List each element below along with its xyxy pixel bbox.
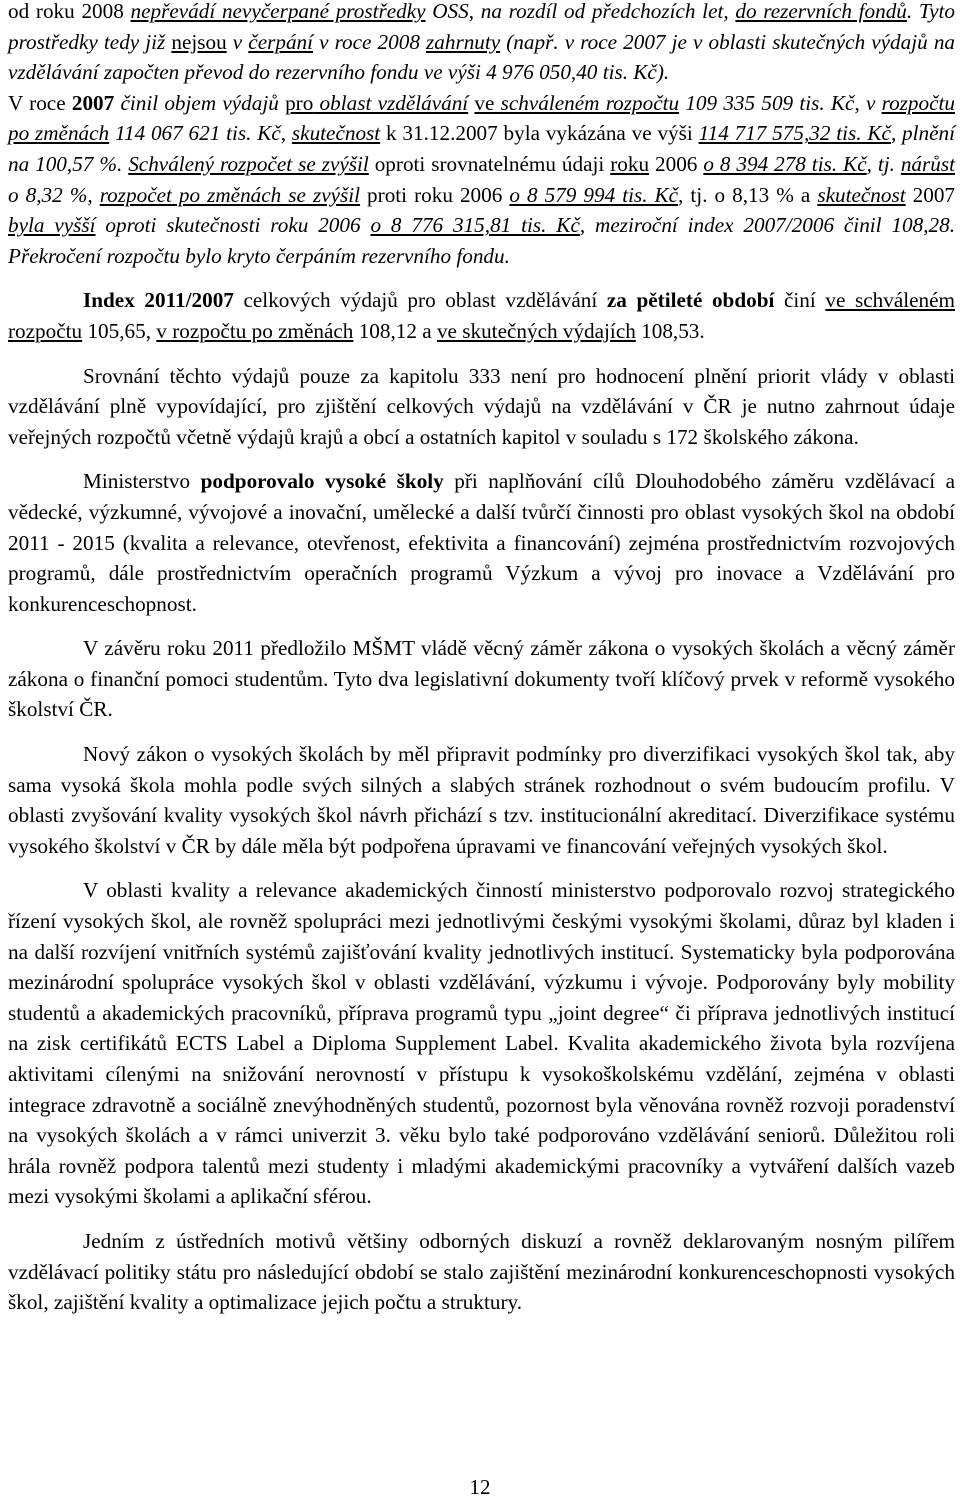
text-run: oblasti skutečných výdajů na vzdělávání započten převod do rezervního fondu ve výši 4 976 050,40 tis. Kč). — [8, 29, 956, 85]
text-run: nárůst — [900, 151, 955, 176]
paragraph-5 — [8, 466, 955, 619]
text-run: čerpání — [248, 29, 314, 54]
text-run: činí — [774, 288, 826, 313]
text-run: V závěru roku 2011 předložilo MŠMT vládě věcný záměr zákona o vysokých školách a věcný záměr zákona o finanční pomoci studentům. Tyto dva legislativní dokumenty tvoří klíčový prvek v reformě vysokého školství ČR. — [8, 636, 955, 722]
text-run: do rezervních fondů — [735, 0, 907, 23]
text-run: ve — [474, 90, 495, 115]
text-run: ve skutečných výdajích — [436, 318, 636, 343]
text-run: při naplňování cílů Dlouhodobého záměru vzdělávací a vědecké, výzkumné, vývojové a inovační, umělecké a další tvůrčí činnosti pro oblast vysokých škol na období 2011 - 2015 (kvalita a relevance, otevřenost, efektivita a financování) zejména prostřednictvím rozvojových programů, dále prostřednictvím operačních programů Výzkum a vývoj pro inovace a Vzdělávání pro konkurenceschopnost. — [8, 469, 955, 616]
paragraph-7 — [8, 739, 955, 861]
text-run: oblast vzdělávání — [313, 90, 469, 115]
text-run: 2007 — [905, 182, 956, 207]
text-run: V roce — [8, 90, 72, 115]
text-run: OSS, na rozdíl od předchozích let, — [425, 0, 736, 23]
text-run: rozpočtu po změnách — [8, 90, 955, 146]
text-run: , plnění na 100,57 %. — [8, 121, 956, 176]
text-run: v rozpočtu po změnách — [156, 318, 354, 343]
text-run: , tj. o 8,13 % a — [678, 182, 818, 207]
text-run: o 8 394 278 tis. Kč — [703, 151, 867, 176]
paragraph-3 — [8, 285, 955, 346]
text-run: v roce 2008 — [313, 29, 427, 54]
page-number: 12 — [469, 1475, 491, 1499]
text-run: V oblasti kvality a relevance akademických činností ministerstvo podporovalo rozvoj strategického řízení vysokých škol, ale rovněž spolupráci mezi jednotlivými českými vysokými školami, důraz byl kladen i na další rozvíjení vnitřních systémů zajišťování kvality jednotlivých institucí. Systematicky byla podporována mezinárodní spolupráce vysokých škol v oblasti vzdělávání, výzkumu i vývoje. Podporovány byly mobility studentů a akademických pracovníků, příprava programů typu „joint degree“ či příprava jednotlivých institucí na zisk certifikátů ECTS Label a Diploma Supplement Label. Kvalita akademického života byla rozvíjena aktivitami cílenými na snižování nerovností v přístupu k vysokoškolskému vzdělání, zejména v oblasti integrace zdravotně a sociálně znevýhodněných studentů, pozornost byla věnována rovněž rozvoji poradenství na vysokých školách a v rámci univerzit 3. věku bylo také podporováno vzdělávání seniorů. Důležitou roli hrála rovněž podpora talentů mezi studenty i mladými akademickými pracovníky a vytváření dalších vazeb mezi vysokými školami a aplikační sférou. — [8, 878, 955, 1209]
text-run: Kč — [861, 121, 891, 146]
text-run: oproti skutečnosti roku 2006 — [95, 213, 371, 238]
text-run: 114 717 575,32 tis. — [698, 121, 862, 146]
text-run: o 8 776 315,81 tis. Kč — [370, 213, 580, 238]
text-run: , tj. — [866, 151, 901, 176]
text-run: nejsou — [171, 29, 227, 54]
text-run: celkových výdajů pro oblast vzdělávání — [233, 288, 607, 313]
text-run: k 31.12.2007 byla vykázána ve výši — [380, 121, 699, 146]
text-run: podporovalo vysoké školy — [200, 469, 444, 494]
text-run: oproti srovnatelnému údaji — [368, 151, 611, 176]
text-run: činil objem výdajů — [114, 90, 286, 115]
text-run: pro — [285, 90, 314, 115]
text-run: od roku 2008 — [8, 0, 131, 23]
text-run: nepřevádí nevyčerpané prostředky — [130, 0, 426, 23]
text-run: . Tyto prostředky tedy již — [8, 0, 955, 54]
text-run: , meziroční index 2007/2006 činil 108,28. Překročení rozpočtu bylo kryto čerpáním rezervního fondu. — [8, 213, 955, 268]
text-run: Jedním z ústředních motivů většiny odborných diskuzí a rovněž deklarovaným nosným pilířem vzdělávací politiky státu pro následující období se stalo zajištění mezinárodní konkurenceschopnosti vysokých škol, zajištění kvality a optimalizace jejich počtu a struktury. — [8, 1228, 955, 1315]
paragraph-4 — [8, 361, 955, 453]
text-run: za pětileté období — [606, 288, 775, 313]
text-run: 114 067 621 tis. Kč, — [109, 121, 292, 146]
text-run: Ministerstvo — [83, 469, 201, 494]
text-run: skutečnost — [817, 182, 906, 207]
paragraph-9 — [8, 1226, 955, 1318]
text-run: 2007 — [71, 90, 115, 115]
text-run: proti roku 2006 — [360, 182, 510, 207]
text-run: zahrnuty — [426, 29, 501, 54]
document-page — [8, 0, 955, 1318]
text-run: 108,53. — [635, 318, 705, 343]
document-body — [8, 0, 955, 1318]
text-run: Nový zákon o vysokých školách by měl připravit podmínky pro diverzifikaci vysokých škol tak, aby sama vysoká škola mohla podle svých silných a slabých stránek rozhodnout o svém budoucím profilu. V oblasti zvyšování kvality vysokých škol návrh přichází s tzv. institucionální akreditací. Diverzifikace systému vysokého školství v ČR by dále měla být podpořena úpravami ve financování veřejných vysokých škol. — [8, 742, 955, 858]
text-run: o 8,32 %, — [8, 182, 100, 207]
text-run: rozpočet po změnách se zvýšil — [99, 182, 361, 207]
text-run: skutečnost — [291, 121, 381, 146]
text-run: v — [226, 29, 249, 54]
text-run: (např. v roce 2007 je v — [500, 29, 709, 54]
paragraph-1 — [8, 0, 955, 88]
text-run: 108,12 a — [353, 318, 437, 343]
text-run: Index 2011/2007 — [83, 288, 234, 313]
text-run: schváleném rozpočtu — [494, 90, 680, 115]
paragraph-8 — [8, 875, 955, 1212]
text-run: roku — [610, 151, 650, 176]
text-run: ve schváleném rozpočtu — [8, 288, 955, 343]
text-run: o 8 579 994 tis. Kč — [509, 182, 679, 207]
text-run: 105,65, — [82, 318, 157, 343]
text-run: Srovnání těchto výdajů pouze za kapitolu 333 není pro hodnocení plnění priorit vlády v oblasti vzdělávání plně vypovídající, pro zjištění celkových výdajů na vzdělávání v ČR je nutno zahrnout údaje veřejných rozpočtů včetně výdajů krajů a obcí a ostatních kapitol v souladu s 172 školského zákona. — [8, 363, 955, 449]
paragraph-6 — [8, 633, 955, 725]
text-run: 109 335 509 tis. Kč, v — [679, 90, 882, 115]
text-run: 2006 — [649, 151, 704, 176]
text-run: byla vyšší — [8, 213, 96, 238]
paragraph-2 — [8, 88, 955, 272]
text-run: Schválený rozpočet se zvýšil — [128, 151, 369, 176]
